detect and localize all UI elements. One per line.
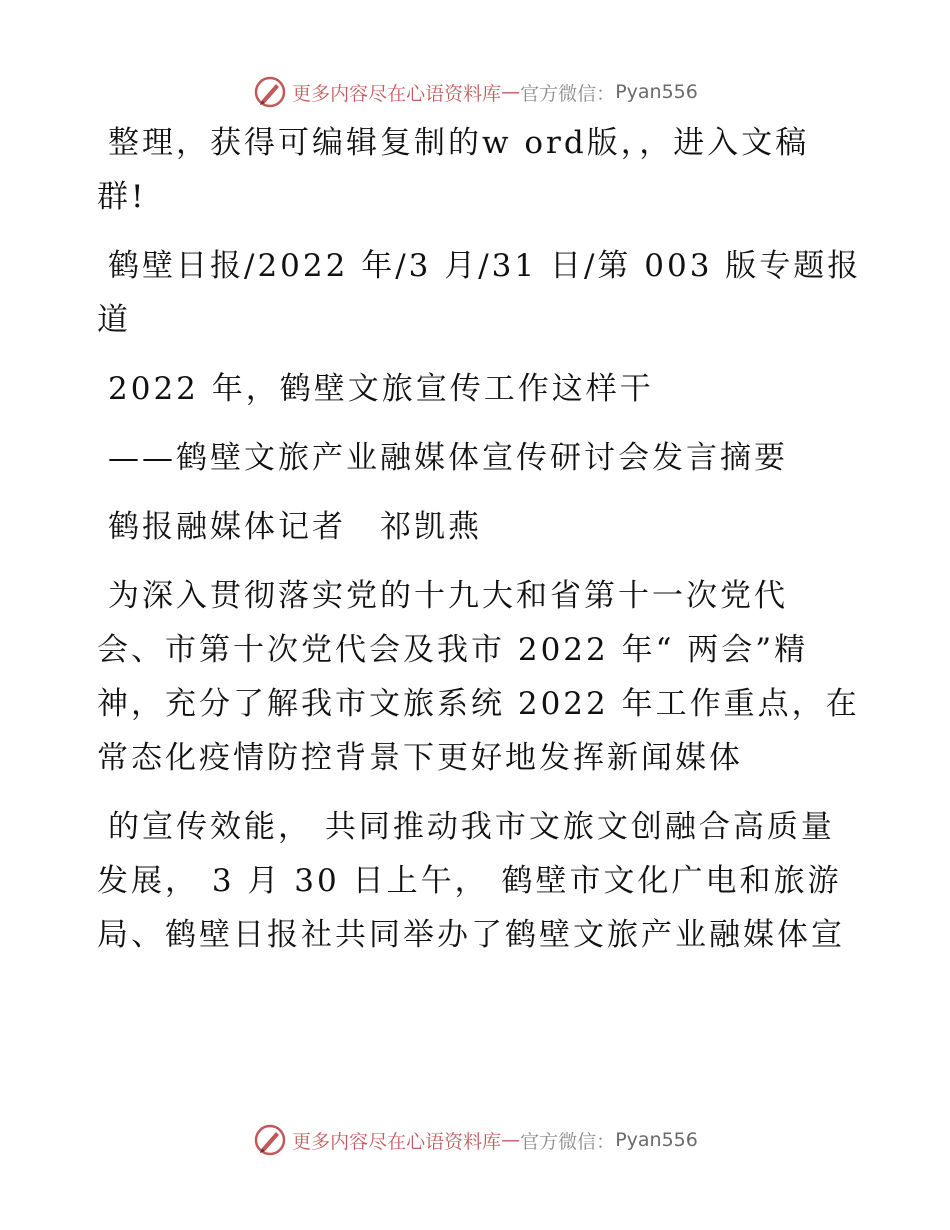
article-byline [97,500,857,554]
article-title [97,362,857,416]
paragraph-source [97,239,862,347]
paragraph-body-2 [97,800,857,962]
watermark-brand-text: 更多内容尽在心语资料库 [292,1130,502,1153]
paragraph-notice [97,116,857,224]
text-line: 道 [97,302,131,338]
paragraph-body-1 [97,569,860,785]
watermark-dash: — [501,1129,521,1151]
text-line: 会、市第十次党代会及我市 2022 年“ 两会”精 [97,632,809,668]
watermark-wechat-id: Pyan556 [615,1129,698,1151]
text-line: 的宣传效能， 共同推动我市文旅文创融合高质量 [108,809,835,845]
footer-watermark [0,1120,950,1160]
watermark-dash: — [501,81,521,103]
text-line: ——鹤壁文旅产业融媒体宣传研讨会发言摘要 [108,440,788,476]
article-subtitle [97,431,857,485]
document-body [97,116,862,977]
pen-nib-logo-icon [252,1122,288,1158]
watermark-wechat-id: Pyan556 [615,81,698,103]
text-line: 发展， 3 月 30 日上午， 鹤壁市文化广电和旅游 [97,863,842,899]
text-line: 常态化疫情防控背景下更好地发挥新闻媒体 [97,740,743,776]
text-line: 群! [97,179,147,215]
watermark-label: 官方微信： [520,1130,616,1153]
watermark-brand-text: 更多内容尽在心语资料库 [292,82,502,105]
text-line: 鹤壁日报/2022 年/3 月/31 日/第 003 版专题报 [108,248,862,284]
text-line: 为深入贯彻落实党的十九大和省第十一次党代 [108,578,788,614]
header-watermark [0,72,950,112]
watermark-label: 官方微信： [520,82,616,105]
text-line: 2022 年，鹤壁文旅宣传工作这样干 [108,371,654,407]
text-line: 整理，获得可编辑复制的w ord版，，进入文稿 [108,125,810,161]
pen-nib-logo-icon [252,74,288,110]
text-line: 局、鹤壁日报社共同举办了鹤壁文旅产业融媒体宣 [97,917,845,953]
text-line: 鹤报融媒体记者 祁凯燕 [108,509,482,545]
text-line: 神，充分了解我市文旅系统 2022 年工作重点，在 [97,686,860,722]
